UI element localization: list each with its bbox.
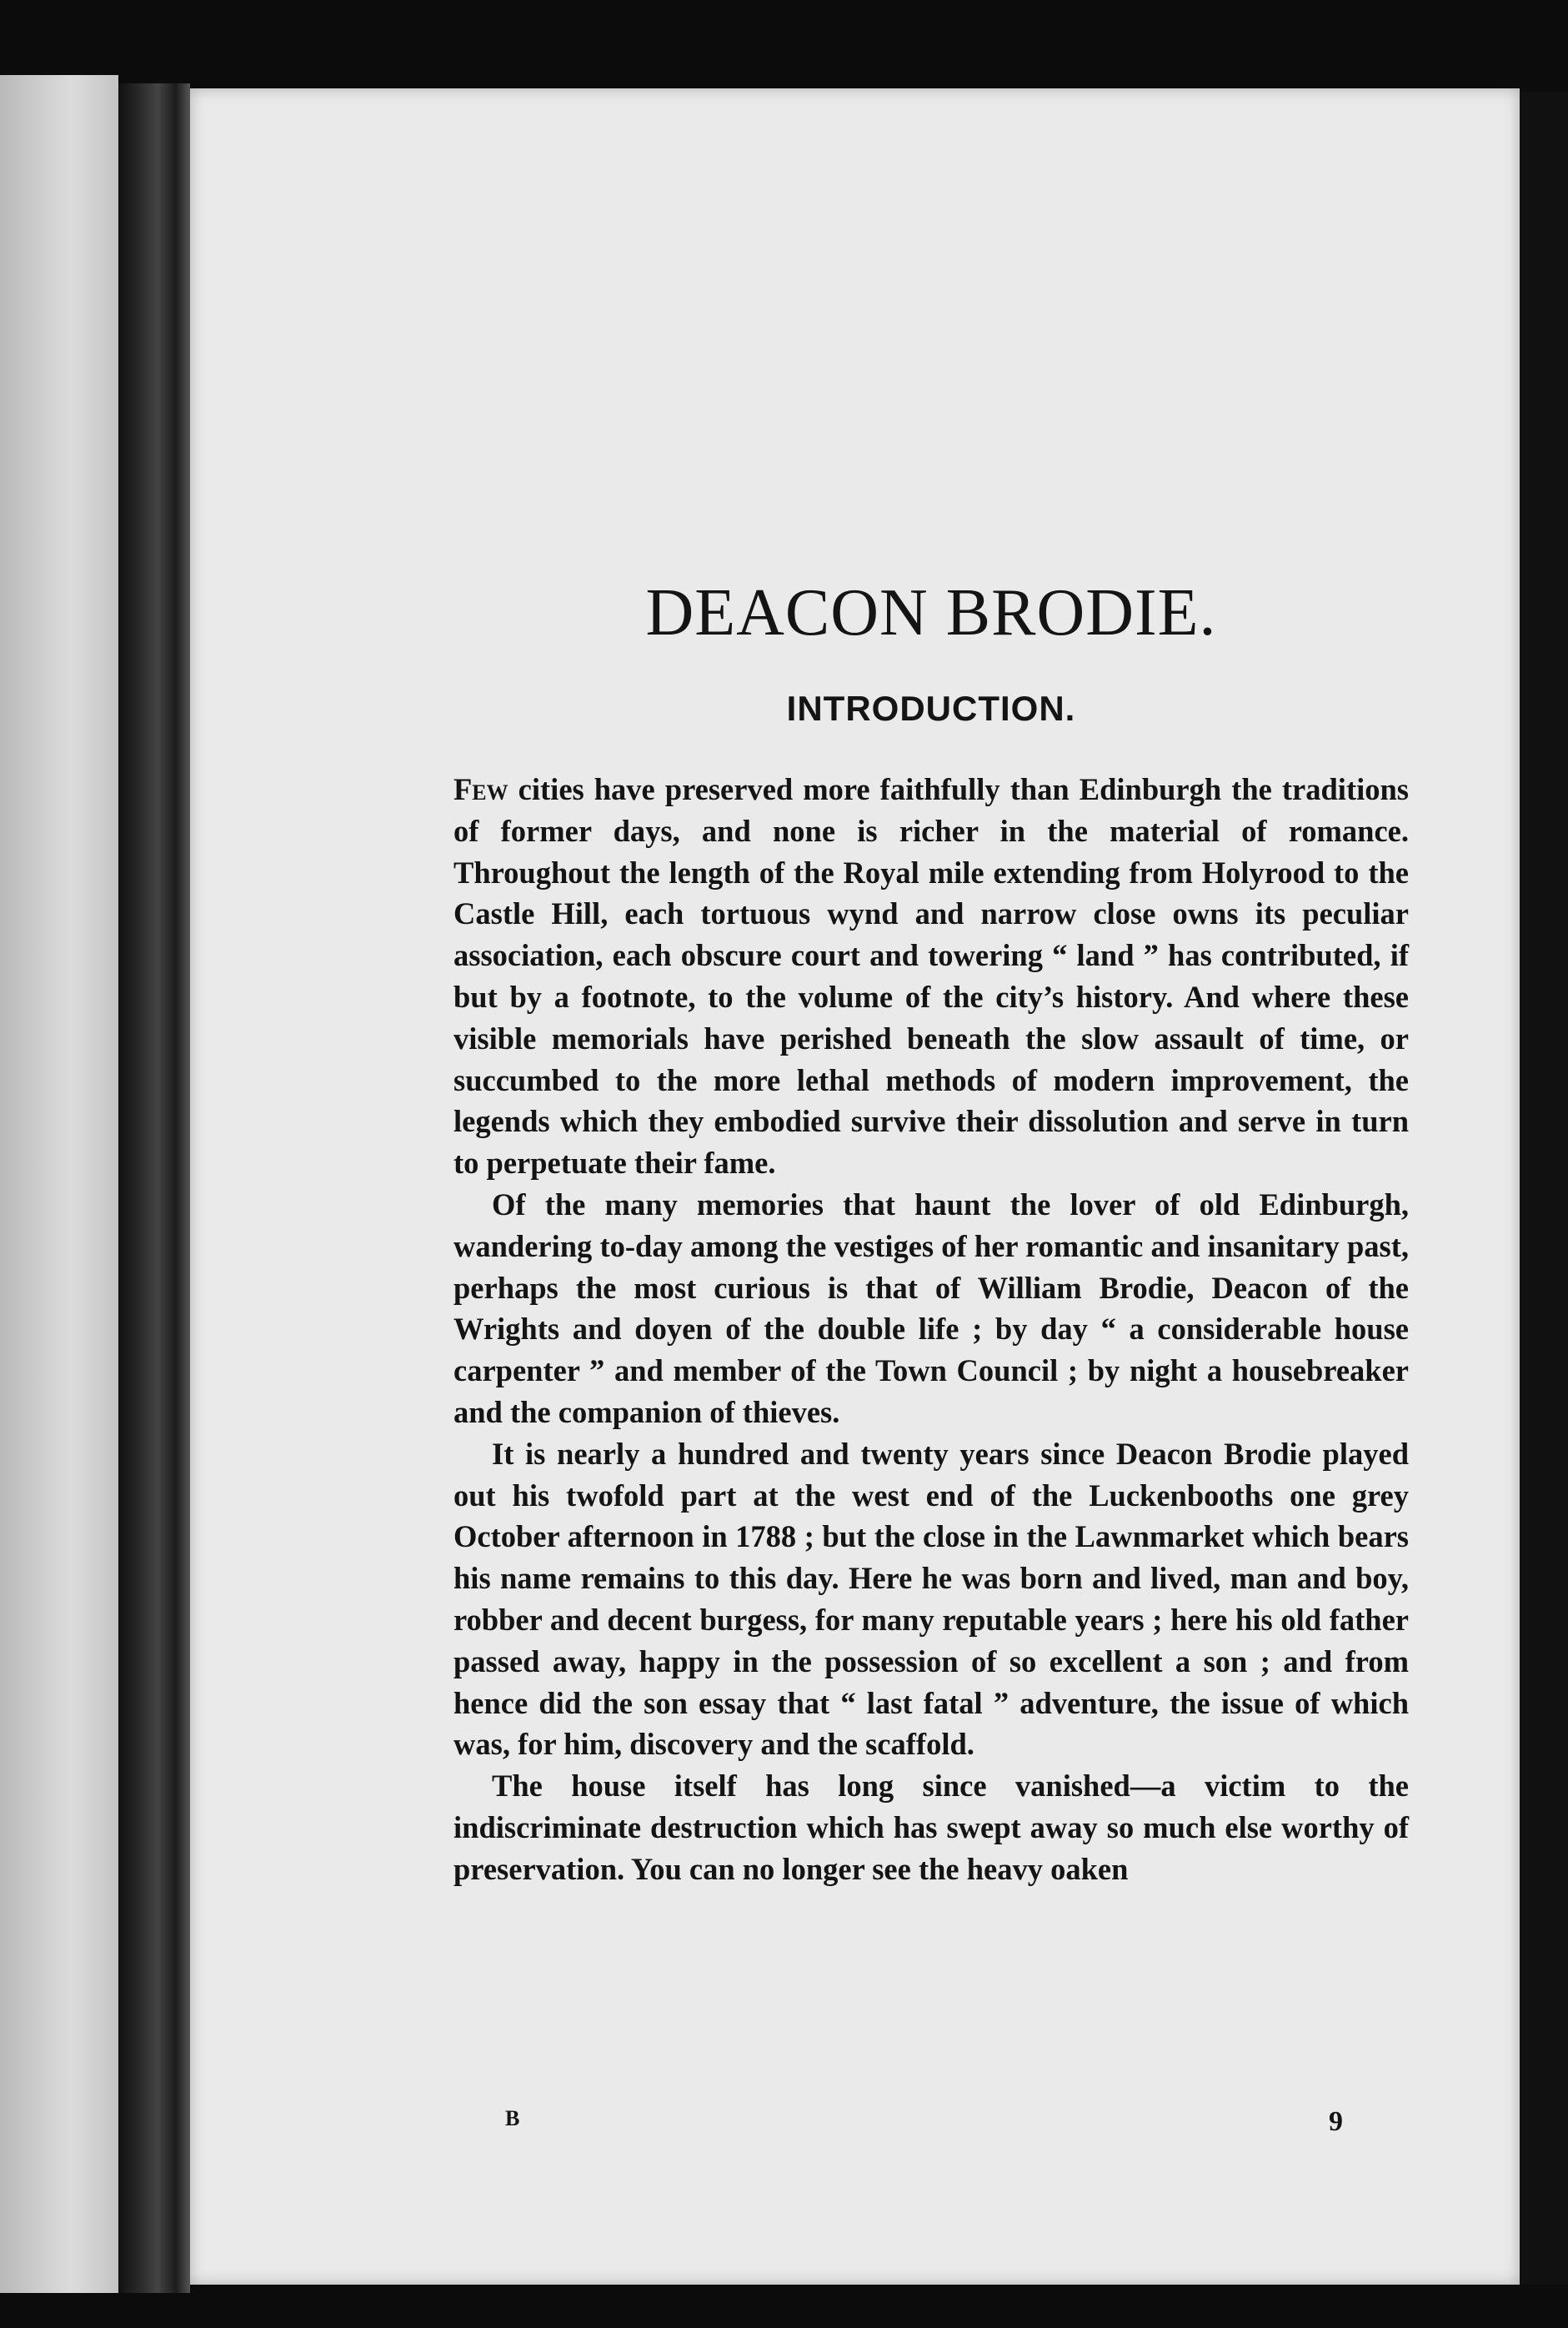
paragraph-1 (453, 769, 1409, 1184)
paragraph-4: The house itself has long since vanished—a victim to the indiscriminate destruction which has swept away so much else worthy of preservation. You can no longer see the heavy oaken (453, 1769, 1409, 1886)
signature-mark: B (505, 2106, 520, 2130)
paragraph-lead-word: Few (453, 772, 508, 806)
right-scan-border (1520, 92, 1568, 2285)
paragraph-1-text: cities have preserved more faithfully than Edinburgh the traditions of former days, and none is richer in the material of romance. Throughout the length of the Royal mile extending from Holyrood to the Castle Hill, each tortuous wynd and narrow close owns its peculiar association, each obscure court and towering “ land ” has contributed, if but by a footnote, to the volume of the city’s history. And where these visible memorials have perished beneath the slow assault of time, or succumbed to the more lethal methods of modern improvement, the legends which they embodied survive their dissolution and serve in turn to perpetuate their fame. (453, 772, 1409, 1181)
body-text (453, 769, 1409, 1890)
left-page-edge (0, 75, 118, 2293)
book-page (190, 88, 1520, 2285)
book-gutter (118, 83, 190, 2293)
bottom-scan-border (0, 2295, 1568, 2328)
page-title: DEACON BRODIE. (645, 576, 1217, 650)
paragraph-2: Of the many memories that haunt the lover of old Edinburgh, wandering to-day among the vestiges of her romantic and insanitary past, perhaps the most curious is that of William Brodie, Deacon of the Wrights and doyen of the double life ; by day “ a considerable house carpenter ” and member of the Town Council ; by night a housebreaker and the companion of thieves. (453, 1187, 1409, 1429)
section-heading: INTRODUCTION. (786, 689, 1076, 728)
paragraph-3: It is nearly a hundred and twenty years since Deacon Brodie played out his twofold part at the west end of the Luckenbooths one grey October afternoon in 1788 ; but the close in the Lawnmarket which bears his name remains to this day. Here he was born and lived, man and boy, robber and decent burgess, for many reputable years ; here his old father passed away, happy in the possession of so excellent a son ; and from hence did the son essay that “ last fatal ” adventure, the issue of which was, for him, discovery and the scaffold. (453, 1436, 1409, 1762)
page-number: 9 (1329, 2106, 1343, 2137)
